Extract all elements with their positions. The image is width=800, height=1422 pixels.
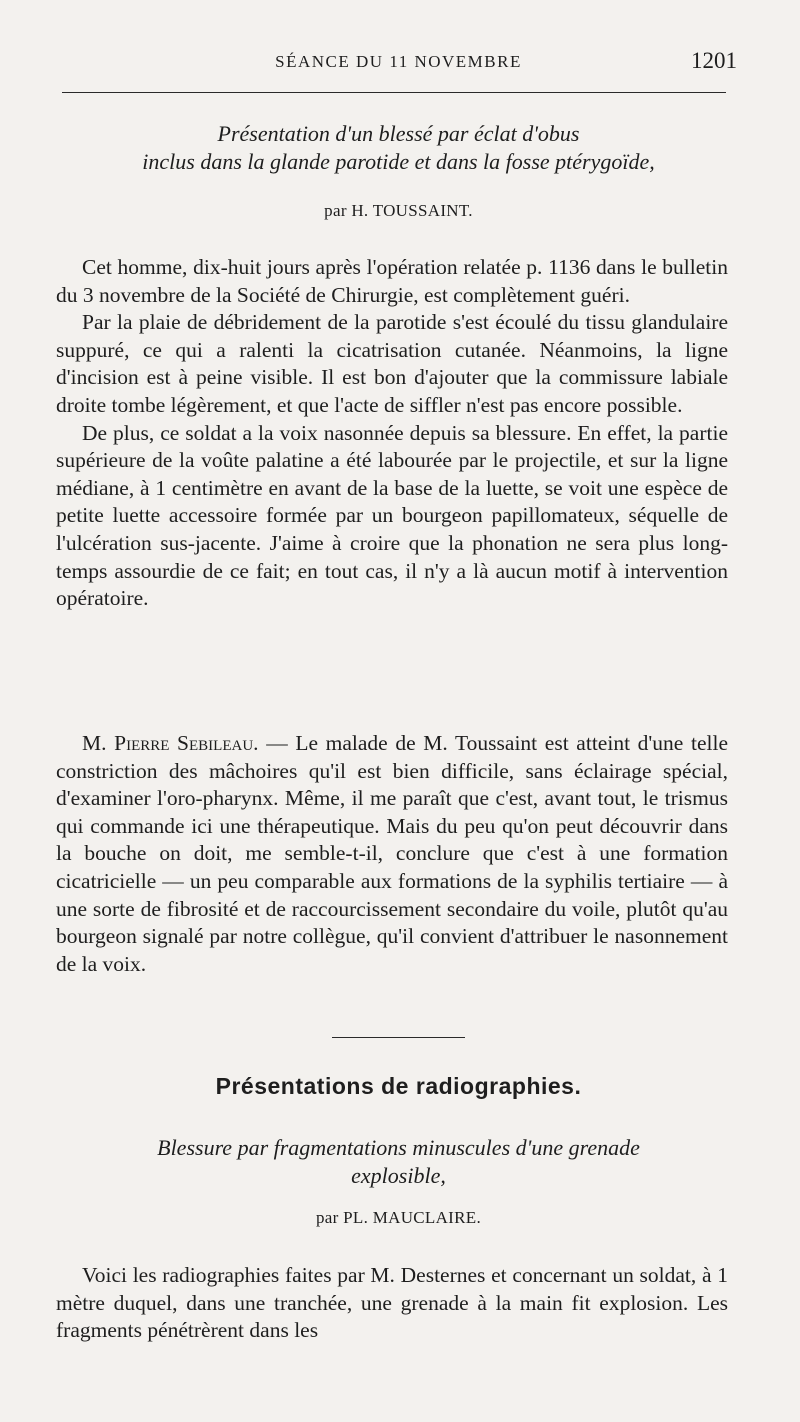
discussion-paragraph (56, 730, 728, 978)
article2-byline: par PL. MAUCLAIRE. (316, 1208, 481, 1227)
article1-title (60, 120, 737, 176)
article1-byline: par H. TOUSSAINT. (324, 201, 473, 220)
article2-paragraph: Voici les radiographies faites par M. Desternes et concernant un soldat, à 1 mètre duquel, dans une tranchée, une grenade à la main fit explosion. Les fragments pénétrèrent dans les (56, 1263, 728, 1343)
article2-title-line1: Blessure par fragmentations minuscules d'une grenade (157, 1135, 640, 1160)
section-divider (332, 1037, 465, 1038)
article1-title-line2: inclus dans la glande parotide et dans la fosse ptérygoïde, (142, 149, 655, 174)
article1-paragraph: De plus, ce soldat a la voix nasonnée depuis sa blessure. En effet, la partie supérieure de la voûte palatine a été labourée par le projectile, et sur la ligne médiane, à 1 centimètre en avant de la base de la luette, se voit une espèce de petite luette accessoire formée par un bourgeon papillomateux, séquelle de l'ulcération sus-jacente. J'aime à croire que la phonation ne sera plus long-temps assourdie de ce fait; en tout cas, il n'y a là aucun motif à intervention opératoire. (56, 420, 728, 611)
discussion-speaker: M. Pierre Sebileau. (82, 731, 259, 755)
discussion-body (56, 730, 728, 978)
article1-paragraph: Cet homme, dix-huit jours après l'opération relatée p. 1136 dans le bulletin du 3 novembre de la Société de Chirurgie, est complètement guéri. (56, 255, 728, 307)
discussion-text: — Le malade de M. Toussaint est atteint d'une telle constriction des mâchoires qu'il est bien difficile, sans éclairage spécial, d'examiner l'oro-pharynx. Même, il me paraît que c'est, avant tout, le trismus qui commande ici une thérapeutique. Mais du peu qu'on peut découvrir dans la bouche on doit, me semble-t-il, conclure que c'est à une formation cicatricielle — un peu comparable aux formations de la syphilis tertiaire — à une sorte de fibrosité et de raccourcissement secondaire du voile, plutôt qu'au bourgeon signalé par notre collègue, qu'il convient d'attribuer le nasonnement de la voix. (56, 731, 728, 976)
running-head (60, 48, 737, 78)
running-head-title: SÉANCE DU 11 NOVEMBRE (275, 52, 522, 71)
article2-body (56, 1262, 728, 1345)
article1-body (56, 254, 728, 613)
article1-paragraph: Par la plaie de débridement de la parotide s'est écoulé du tissu glandulaire suppuré, ce qui a ralenti la cicatrisation cutanée. Néanmoins, la ligne d'incision est à peine visible. Il est bon d'ajouter que la commissure labiale droite tombe légèrement, et que l'acte de siffler n'est pas encore possible. (56, 310, 728, 417)
section-heading: Présentations de radiographies. (215, 1073, 582, 1099)
article1-title-line1: Présentation d'un blessé par éclat d'obus (217, 121, 580, 146)
page-number: 1201 (691, 48, 737, 73)
article2-title-line2: explosible, (351, 1163, 446, 1188)
header-rule (62, 92, 726, 93)
article2-title (60, 1134, 737, 1190)
